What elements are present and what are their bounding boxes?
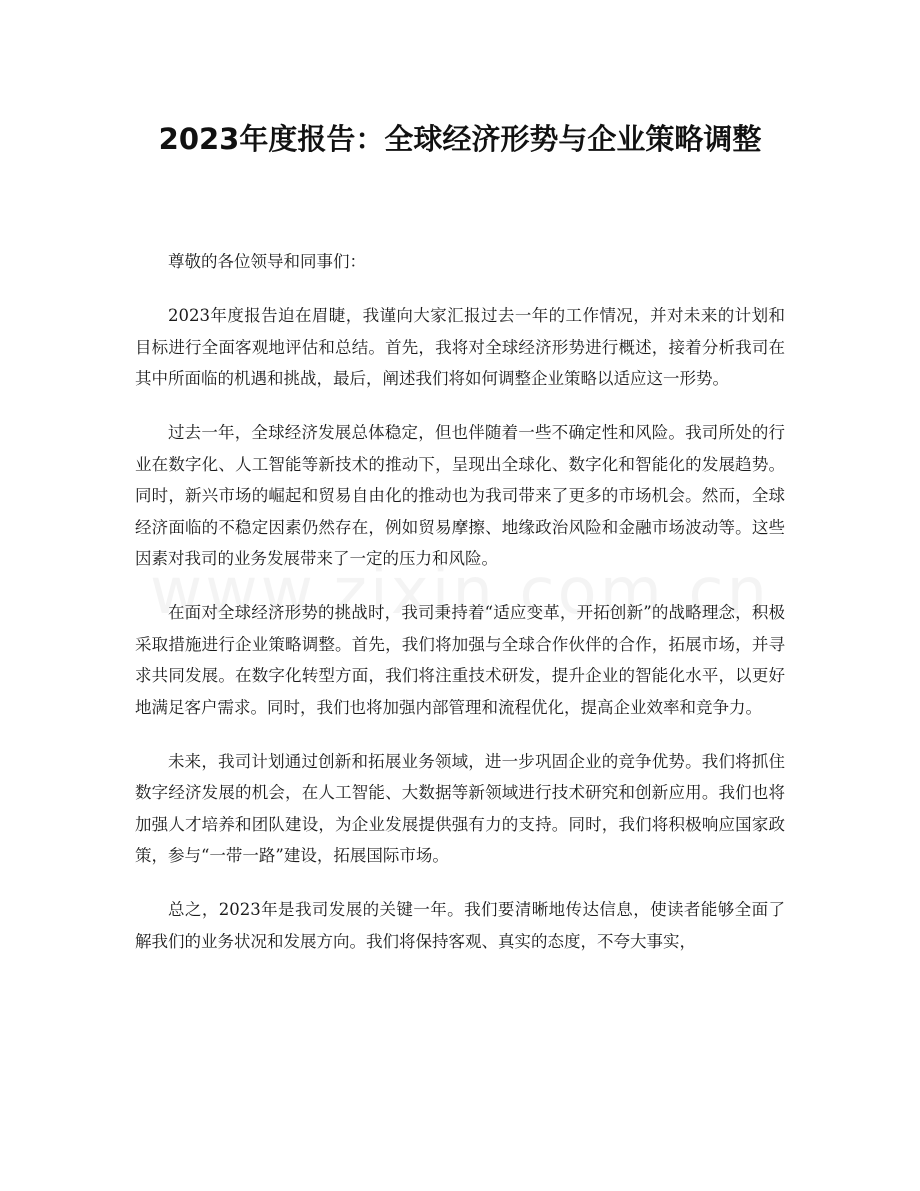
document-title: 2023年度报告：全球经济形势与企业策略调整 bbox=[158, 122, 762, 156]
paragraph: 在面对全球经济形势的挑战时，我司秉持着“适应变革，开拓创新”的战略理念，积极采取措施进行企业策略调整。首先，我们将加强与全球合作伙伴的合作，拓展市场，并寻求共同发展。在数字化转型方面，我们将注重技术研发，提升企业的智能化水平，以更好地满足客户需求。同时，我们也将加强内部管理和流程优化，提高企业效率和竞争力。 bbox=[135, 603, 785, 717]
paragraph: 2023年度报告迫在眉睫，我谨向大家汇报过去一年的工作情况，并对未来的计划和目标进行全面客观地评估和总结。首先，我将对全球经济形势进行概述，接着分析我司在其中所面临的机遇和挑战，最后，阐述我们将如何调整企业策略以适应这一形势。 bbox=[135, 306, 785, 388]
paragraph: 未来，我司计划通过创新和拓展业务领域，进一步巩固企业的竞争优势。我们将抓住数字经济发展的机会，在人工智能、大数据等新领域进行技术研究和创新应用。我们也将加强人才培养和团队建设，为企业发展提供强有力的支持。同时，我们将积极响应国家政策，参与“一带一路”建设，拓展国际市场。 bbox=[135, 751, 785, 865]
paragraph: 过去一年，全球经济发展总体稳定，但也伴随着一些不确定性和风险。我司所处的行业在数字化、人工智能等新技术的推动下，呈现出全球化、数字化和智能化的发展趋势。同时，新兴市场的崛起和贸易自由化的推动也为我司带来了更多的市场机会。然而，全球经济面临的不稳定因素仍然存在，例如贸易摩擦、地缘政治风险和金融市场波动等。这些因素对我司的业务发展带来了一定的压力和风险。 bbox=[135, 423, 785, 568]
salutation: 尊敬的各位领导和同事们： bbox=[168, 252, 366, 271]
paragraph: 总之，2023年是我司发展的关键一年。我们要清晰地传达信息，使读者能够全面了解我们的业务状况和发展方向。我们将保持客观、真实的态度，不夸大事实， bbox=[135, 900, 785, 951]
document-body bbox=[135, 246, 785, 980]
